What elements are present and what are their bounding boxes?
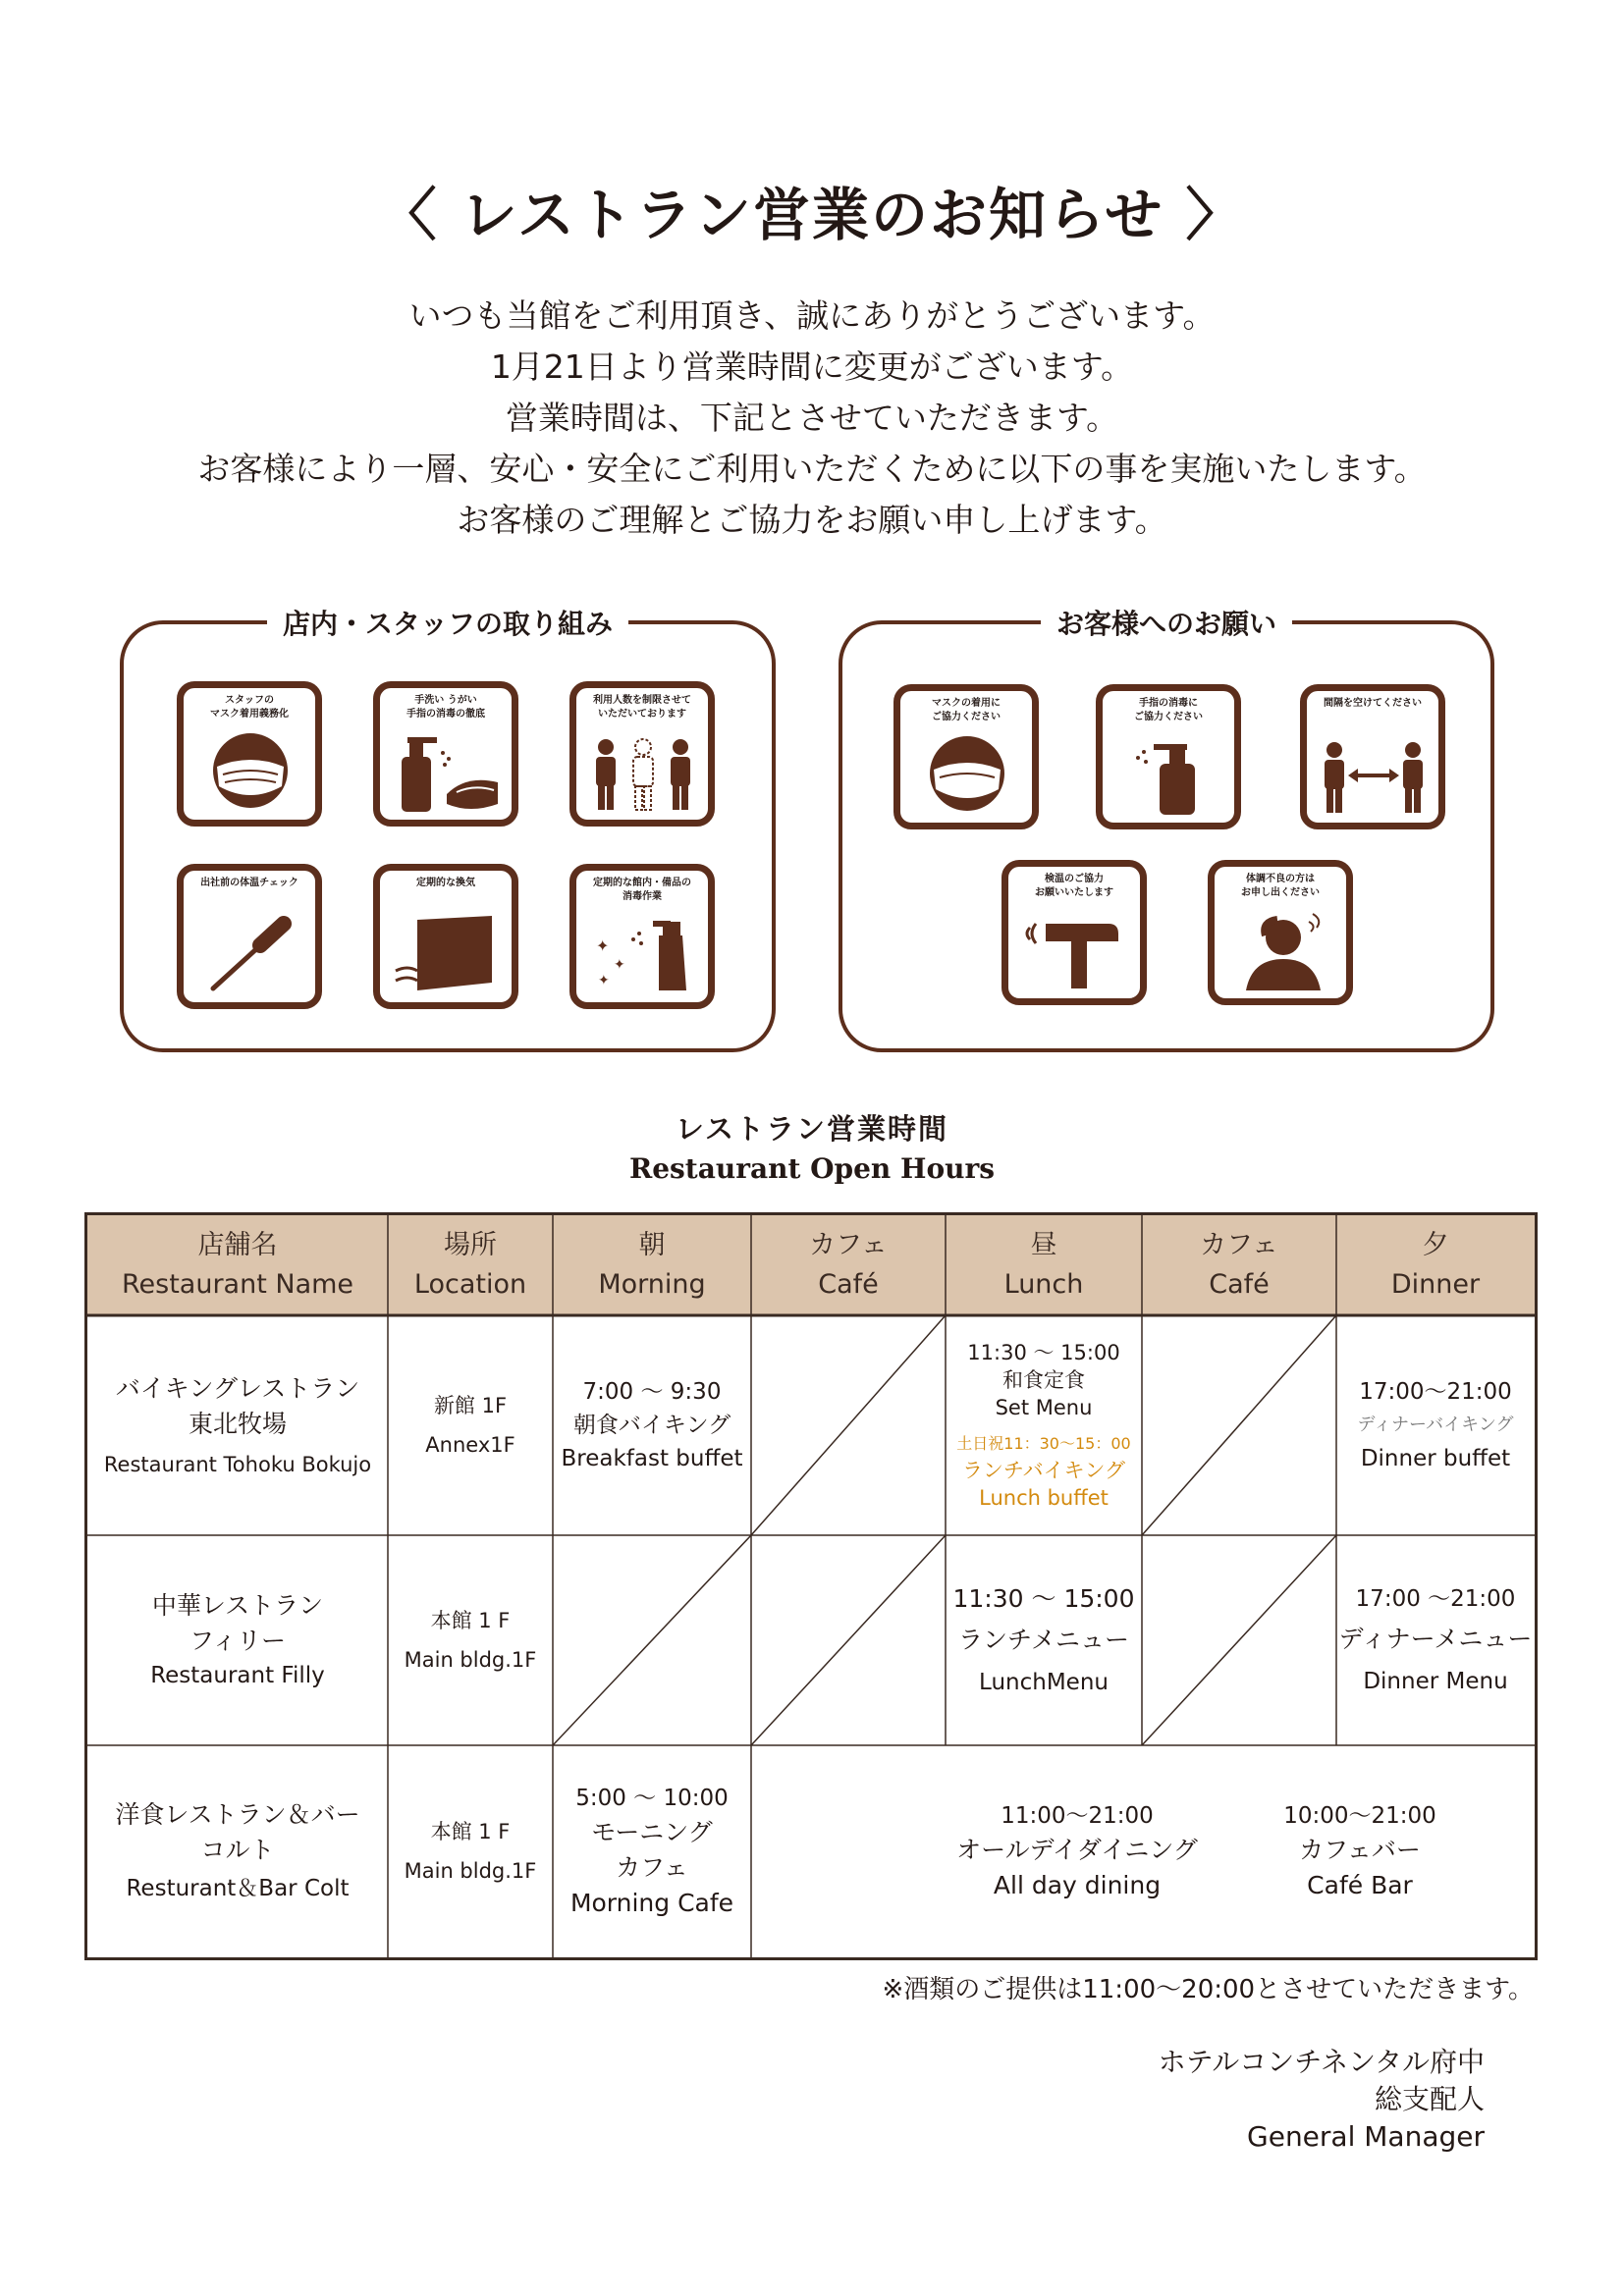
guest-card-unwell — [1208, 860, 1353, 1005]
row3-name — [87, 1745, 388, 1957]
weekend-menu-en: Lunch buffet — [979, 1486, 1109, 1510]
row3-allday — [881, 1745, 1273, 1957]
menu-ja: ランチメニュー — [957, 1626, 1129, 1654]
header-name — [87, 1215, 388, 1315]
staff-card-disinfect — [569, 864, 715, 1009]
header-ja: カフェ — [809, 1230, 888, 1260]
temperature-gun-icon — [1016, 902, 1134, 992]
mask-icon — [908, 726, 1026, 817]
icon-caption: 手指の消毒に ご協力ください — [1134, 698, 1203, 722]
loc-en: Annex1F — [425, 1433, 515, 1457]
row2-lunch — [946, 1535, 1142, 1745]
mask-icon — [191, 723, 309, 814]
intro-line: お客様により一層、安心・安全にご利用いただくために以下の事を実施いたします。 — [197, 450, 1427, 488]
icon-caption: スタッフの マスク着用義務化 — [210, 695, 289, 720]
menu-en: Dinner Menu — [1363, 1669, 1508, 1694]
header-en: Morning — [598, 1269, 706, 1300]
time: 5:00 ～ 10:00 — [575, 1786, 729, 1811]
hours-title-ja: レストラン営業時間 — [675, 1112, 949, 1146]
menu-en: Set Menu — [995, 1396, 1093, 1419]
alcohol-note: ※酒類のご提供は11:00～20:00とさせていただきます。 — [882, 1975, 1534, 2004]
menu-ja: 和食定食 — [1002, 1368, 1085, 1392]
menu-ja: カフェバー — [1299, 1836, 1421, 1864]
header-ja: 店舗名 — [197, 1230, 278, 1260]
name-ja: 中華レストラン — [151, 1591, 324, 1620]
guest-card-distance — [1300, 684, 1445, 829]
row1-location — [388, 1315, 553, 1535]
menu-en: Morning Cafe — [569, 1889, 734, 1917]
header-cafe-1 — [751, 1215, 946, 1315]
header-en: Dinner — [1390, 1269, 1481, 1300]
menu-en: Dinner buffet — [1360, 1446, 1511, 1471]
header-ja: カフェ — [1200, 1230, 1278, 1260]
header-dinner — [1336, 1215, 1535, 1315]
name-en: Resturant＆Bar Colt — [126, 1876, 350, 1901]
menu-en: LunchMenu — [979, 1670, 1109, 1695]
name-ja: バイキングレストラン — [115, 1374, 360, 1403]
time: 17:00～21:00 — [1359, 1379, 1512, 1405]
menu-en: Café Bar — [1307, 1871, 1413, 1899]
unwell-person-icon — [1222, 902, 1340, 992]
header-lunch — [946, 1215, 1142, 1315]
row3-location — [388, 1745, 553, 1957]
loc-en: Main bldg.1F — [404, 1859, 537, 1883]
header-en: Lunch — [1003, 1269, 1084, 1300]
icon-caption: マスクの着用に ご協力ください — [932, 698, 1001, 722]
menu-ja: モーニング — [591, 1818, 713, 1846]
row2-dinner — [1336, 1535, 1535, 1745]
weekend-time: 土日祝11：30～15：00 — [956, 1434, 1131, 1453]
icon-caption: 体調不良の方は お申し出ください — [1241, 874, 1320, 898]
icon-caption: 検温のご協力 お願いいたします — [1035, 874, 1113, 898]
ventilation-icon — [388, 906, 506, 996]
icon-caption: 利用人数を制限させて いただいております — [593, 695, 691, 720]
intro-line: 営業時間は、下記とさせていただきます。 — [505, 399, 1119, 437]
header-ja: 場所 — [444, 1230, 497, 1260]
intro-line: 1月21日より営業時間に変更がございます。 — [490, 347, 1134, 386]
icon-caption: 定期的な換気 — [416, 878, 475, 888]
menu-en: Breakfast buffet — [561, 1446, 743, 1471]
guest-card-mask — [893, 684, 1039, 829]
icon-caption: 出社前の体温チェック — [200, 878, 298, 888]
manager-title-en: General Manager — [1247, 2120, 1485, 2153]
menu-ja: オールデイダイニング — [956, 1836, 1198, 1864]
social-distance-icon — [1315, 726, 1433, 817]
name-en: Restaurant Filly — [150, 1663, 325, 1688]
name-ja: 東北牧場 — [188, 1410, 287, 1438]
guest-panel-title: お客様へのお願い — [1041, 603, 1292, 642]
row1-name — [87, 1315, 388, 1535]
name-en: Restaurant Tohoku Bokujo — [103, 1453, 372, 1476]
page-title: 〈 レストラン営業のお知らせ 〉 — [379, 182, 1245, 248]
icon-caption: 定期的な館内・備品の 消毒作業 — [593, 878, 691, 902]
staff-card-ventilation — [373, 864, 518, 1009]
intro-line: いつも当館をご利用頂き、誠にありがとうございます。 — [408, 296, 1216, 335]
time: 11:00～21:00 — [1001, 1803, 1154, 1829]
menu-ja: ディナーメニュー — [1338, 1625, 1533, 1653]
staff-card-people — [569, 681, 715, 827]
time: 17:00 ～21:00 — [1355, 1586, 1516, 1612]
header-ja: 夕 — [1422, 1230, 1449, 1260]
staff-card-thermometer — [177, 864, 322, 1009]
menu-ja: 朝食バイキング — [572, 1413, 731, 1438]
manager-title-ja: 総支配人 — [1374, 2083, 1485, 2115]
time: 11:30 ～ 15:00 — [952, 1584, 1135, 1613]
name-ja: 洋食レストラン＆バー — [115, 1800, 360, 1829]
header-morning — [553, 1215, 751, 1315]
header-en: Café — [1209, 1269, 1270, 1300]
svg-text:✦: ✦ — [614, 957, 625, 973]
loc-ja: 本館 1 F — [430, 1609, 511, 1632]
header-ja: 昼 — [1030, 1230, 1057, 1260]
menu-en: All day dining — [993, 1871, 1162, 1899]
header-en: Café — [818, 1269, 879, 1300]
menu-ja: カフェ — [616, 1853, 688, 1882]
time: 7:00 ～ 9:30 — [582, 1379, 722, 1405]
header-en: Location — [413, 1269, 527, 1300]
hand-wash-icon — [388, 723, 506, 814]
row1-morning — [553, 1315, 751, 1535]
header-en: Restaurant Name — [121, 1269, 354, 1300]
hours-table — [84, 1212, 1538, 1960]
header-ja: 朝 — [638, 1230, 666, 1260]
hours-title-en: Restaurant Open Hours — [628, 1152, 996, 1185]
signature-block — [1159, 2044, 1485, 2156]
guest-card-temperature — [1001, 860, 1147, 1005]
menu-ja: ディナーバイキング — [1357, 1415, 1514, 1435]
name-ja: フィリー — [189, 1627, 286, 1655]
row2-location — [388, 1535, 553, 1745]
row3-morning — [553, 1745, 751, 1957]
hotel-name: ホテルコンチネンタル府中 — [1158, 2046, 1485, 2078]
guest-card-sanitizer — [1096, 684, 1241, 829]
row3-cafebar — [1232, 1745, 1488, 1957]
time: 10:00～21:00 — [1283, 1803, 1436, 1829]
sanitizer-icon — [1110, 726, 1228, 817]
intro-text — [0, 291, 1624, 546]
staff-card-handwash — [373, 681, 518, 827]
svg-text:✦: ✦ — [596, 936, 610, 955]
icon-caption: 間隔を空けてください — [1324, 698, 1422, 709]
name-ja: コルト — [200, 1836, 275, 1864]
svg-text:✦: ✦ — [598, 973, 610, 988]
icon-caption: 手洗い うがい 手指の消毒の徹底 — [406, 695, 485, 720]
loc-ja: 新館 1F — [433, 1394, 508, 1417]
row2-name — [87, 1535, 388, 1745]
staff-panel-title: 店内・スタッフの取り組み — [267, 603, 628, 642]
row1-lunch — [946, 1315, 1142, 1535]
weekend-menu-ja: ランチバイキング — [961, 1459, 1126, 1482]
disinfect-spray-icon — [584, 906, 702, 996]
header-cafe-2 — [1142, 1215, 1336, 1315]
intro-line: お客様のご理解とご協力をお願い申し上げます。 — [457, 501, 1167, 539]
thermometer-icon — [191, 906, 309, 996]
time: 11:30 ～ 15:00 — [967, 1341, 1120, 1364]
header-location — [388, 1215, 553, 1315]
people-limit-icon — [584, 723, 702, 814]
staff-card-mask — [177, 681, 322, 827]
row1-dinner — [1336, 1315, 1535, 1535]
loc-en: Main bldg.1F — [404, 1648, 537, 1672]
loc-ja: 本館 1 F — [430, 1820, 511, 1843]
